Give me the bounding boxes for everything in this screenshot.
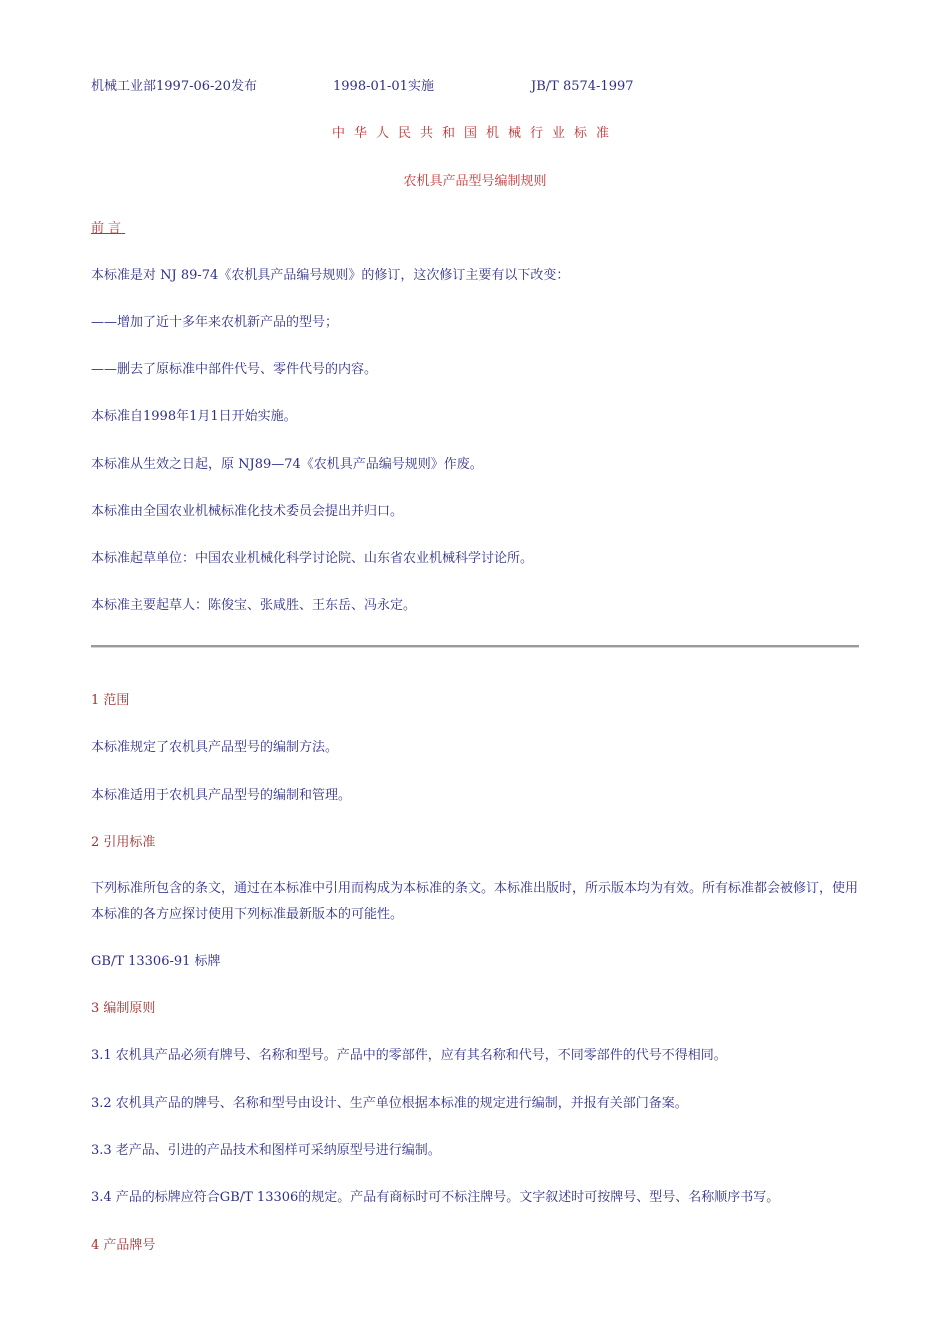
clause-3-3: 3.3 老产品、引进的产品技术和图样可采纳原型号进行编制。 [91, 1143, 441, 1158]
document-title: 农机具产品型号编制规则 [403, 174, 547, 189]
effective-date: 1998-01-01实施 [333, 79, 434, 94]
section-heading-principles: 3 编制原则 [91, 1001, 156, 1016]
body-paragraph: 本标准规定了农机具产品型号的编制方法。 [91, 740, 339, 755]
body-paragraph: 本标准适用于农机具产品型号的编制和管理。 [91, 788, 352, 803]
standard-title: 中华人民共和国机械行业标准 [331, 126, 618, 141]
preface-paragraph: 本标准主要起草人：陈俊宝、张咸胜、王东岳、冯永定。 [91, 598, 417, 613]
preface-paragraph: 本标准是对 NJ 89-74《农机具产品编号规则》的修订，这次修订主要有以下改变： [91, 268, 570, 283]
issue-info: 机械工业部1997-06-20发布 [91, 79, 257, 94]
section-heading-references: 2 引用标准 [91, 835, 156, 850]
section-heading-brand: 4 产品牌号 [91, 1238, 156, 1253]
body-paragraph: 下列标准所包含的条文，通过在本标准中引用而构成为本标准的条文。本标准出版时，所示版本均为有效。所有标准都会被修订，使用本标准的各方应探讨使用下列标准最新版本的可能性。 [91, 881, 859, 922]
preface-paragraph: ——删去了原标准中部件代号、零件代号的内容。 [91, 362, 378, 377]
preface-heading: 前言 [91, 221, 126, 236]
standard-code: JB/T 8574-1997 [531, 79, 634, 94]
preface-paragraph: ——增加了近十多年来农机新产品的型号； [91, 315, 339, 330]
referenced-standard: GB/T 13306-91 标牌 [91, 954, 221, 969]
document-header [91, 77, 859, 97]
clause-3-4: 3.4 产品的标牌应符合GB/T 13306的规定。产品有商标时可不标注牌号。文字叙述时可按牌号、型号、名称顺序书写。 [91, 1190, 780, 1205]
clause-3-2: 3.2 农机具产品的牌号、名称和型号由设计、生产单位根据本标准的规定进行编制，并报有关部门备案。 [91, 1096, 688, 1111]
clause-3-1: 3.1 农机具产品必须有牌号、名称和型号。产品中的零部件，应有其名称和代号，不同零部件的代号不得相同。 [91, 1048, 727, 1063]
preface-paragraph: 本标准自1998年1月1日开始实施。 [91, 409, 297, 424]
preface-paragraph: 本标准从生效之日起，原 NJ89—74《农机具产品编号规则》作废。 [91, 457, 483, 472]
section-heading-scope: 1 范围 [91, 693, 130, 708]
preface-paragraph: 本标准由全国农业机械标准化技术委员会提出并归口。 [91, 504, 404, 519]
horizontal-divider [91, 645, 859, 648]
preface-paragraph: 本标准起草单位：中国农业机械化科学讨论院、山东省农业机械科学讨论所。 [91, 551, 534, 566]
